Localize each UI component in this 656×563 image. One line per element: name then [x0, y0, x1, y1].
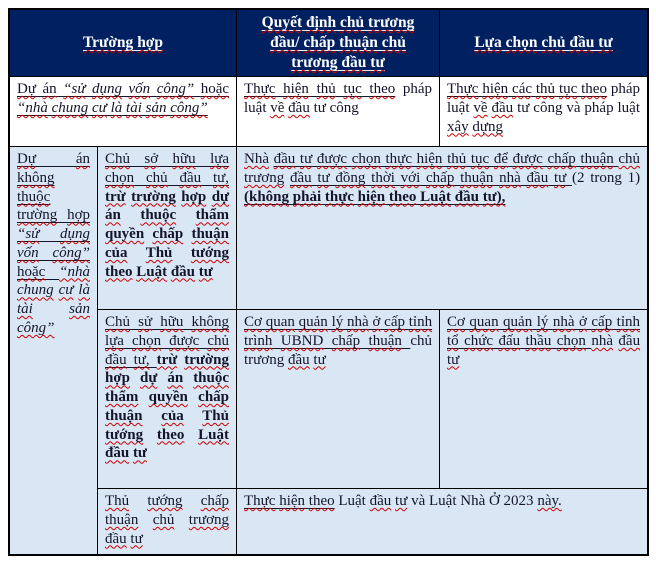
- col-header-truong-hop: Trường hợp: [10, 10, 237, 77]
- result-co-quan-dau-thau: Cơ quan quản lý nhà ở cấp tỉnh tổ chức đấu thầu chọn nhà đầu tư: [440, 310, 647, 489]
- subcase-thu-tuong-chap-thuan: Thủ tướng chấp thuận chủ trương đầu tư: [98, 489, 237, 554]
- result-nha-dau-tu-2-trong-1: Nhà đầu tư được chọn thực hiện thủ tục để được chấp thuận chủ trương đầu tư đồng thời với chấp thuận nhà đầu tư (2 trong 1) (không phải thực hiện theo Luật đầu tư),: [237, 147, 647, 310]
- row1-thu-tuc-dau-tu-cong: Thực hiện thủ tục theo pháp luật về đầu tư công: [237, 77, 440, 147]
- case-du-an-khong-thuoc-von-cong: Dự án không thuộc trường hợp “sử dụng vốn công” hoặc “nhà chung cư là tài sản công”: [10, 147, 98, 554]
- subcase-chu-su-huu-khong-lua-chon: Chủ sử hữu không lựa chọn được chủ đầu tư, trừ trường hợp dự án thuộc thẩm quyền chấp thuận của Thủ tướng theo Luật đầu tư: [98, 310, 237, 489]
- decision-table: [8, 8, 649, 556]
- result-co-quan-trinh-ubnd: Cơ quan quản lý nhà ở cấp tỉnh trình UBND chấp thuận chủ trương đầu tư: [237, 310, 440, 489]
- result-theo-luat-dau-tu-luat-nha-o: Thực hiện theo Luật đầu tư và Luật Nhà Ở 2023 này.: [237, 489, 647, 554]
- col-header-lua-chon-chu-dau-tu: Lựa chọn chủ đầu tư: [440, 10, 647, 77]
- row1-case-du-an-von-cong: Dự án “sử dụng vốn công” hoặc “nhà chung cư là tài sản công”: [10, 77, 237, 147]
- subcase-chu-so-huu-lua-chon: Chủ sở hữu lựa chọn chủ đầu tư, trừ trường hợp dự án thuộc thẩm quyền chấp thuận của Thủ tướng theo Luật đầu tư: [98, 147, 237, 310]
- col-header-quyet-dinh-chu-truong: Quyết định chủ trương đầu/ chấp thuận chủ trương đầu tư: [237, 10, 440, 77]
- row1-thu-tuc-dau-tu-cong-xay-dung: Thực hiện các thủ tục theo pháp luật về đầu tư công và pháp luật xây dựng: [440, 77, 647, 147]
